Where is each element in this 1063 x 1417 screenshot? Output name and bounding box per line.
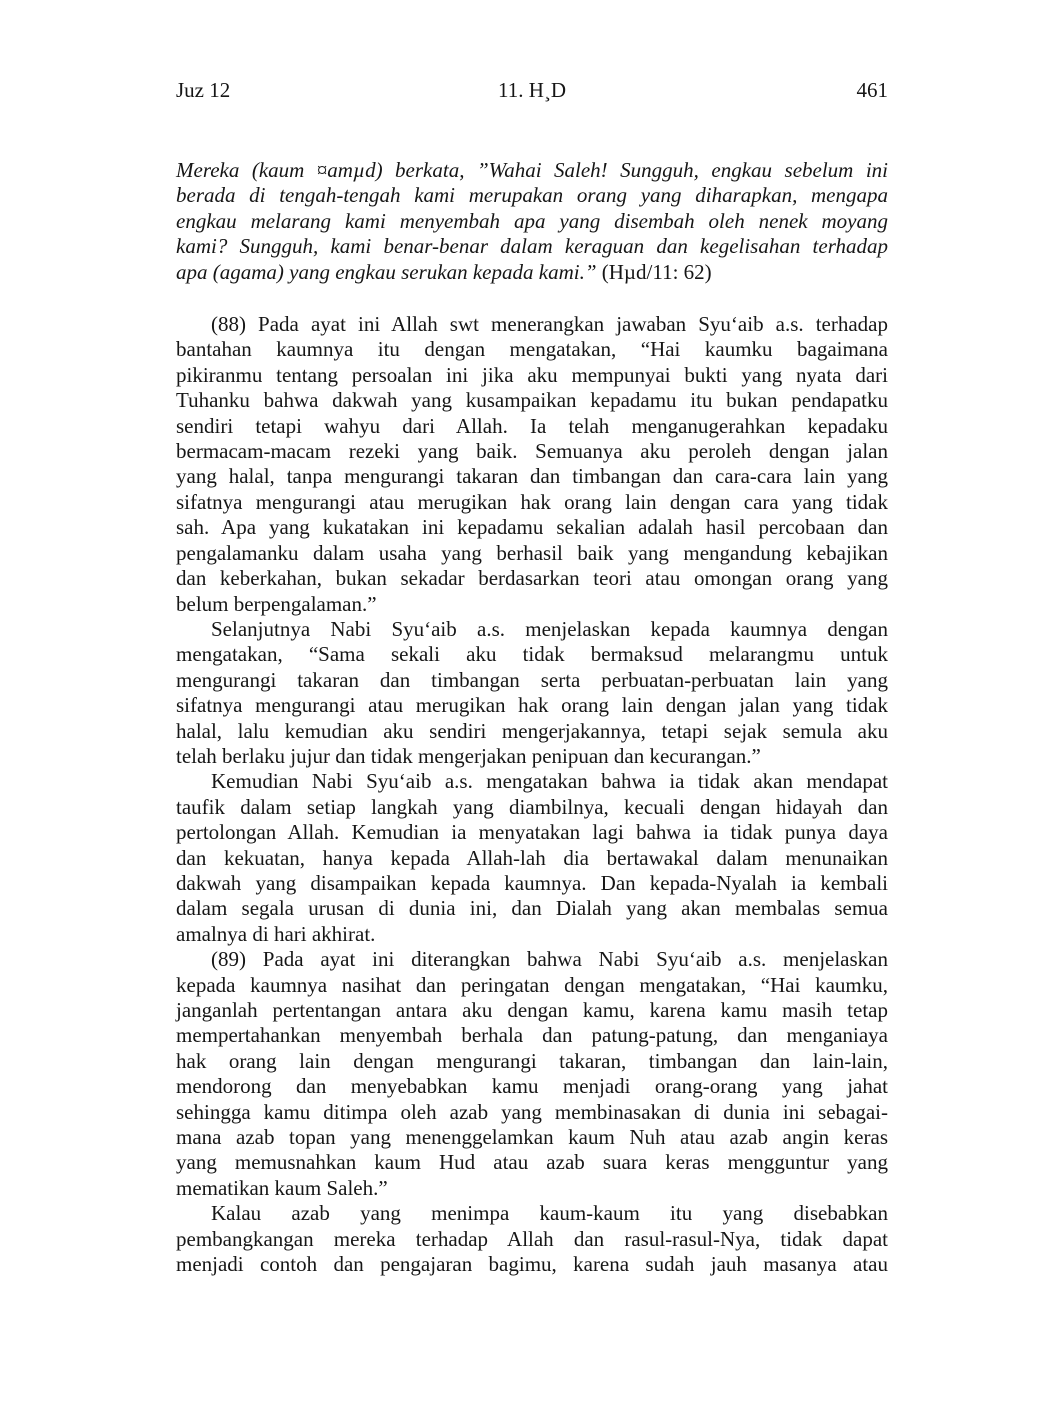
text-line: taufik dalam setiap langkah yang diambilnya, kecuali dengan hidayah dan xyxy=(176,794,888,819)
text-line: mana azab topan yang menenggelamkan kaum Nuh atau azab angin keras xyxy=(176,1125,888,1150)
text-line: telah berlaku jujur dan tidak mengerjakan penipuan dan kecurangan.” xyxy=(176,743,761,768)
text-line: bermacam-macam rezeki yang baik. Semuanya aku peroleh dengan jalan xyxy=(176,439,888,464)
paragraph xyxy=(176,769,888,947)
quote-text: apa (agama) yang engkau serukan kepada kami.” xyxy=(176,259,597,284)
text-line: yang halal, tanpa mengurangi takaran dan timbangan dan cara-cara lain yang xyxy=(176,464,888,489)
text-line: yang memusnahkan kaum Hud atau azab suara keras mengguntur yang xyxy=(176,1150,888,1175)
text-line: dakwah yang disampaikan kepada kaumnya. Dan kepada-Nyalah ia kembali xyxy=(176,870,888,895)
text-line: sifatnya mengurangi atau merugikan hak orang lain dengan jalan yang tidak xyxy=(176,693,888,718)
text-line: hak orang lain dengan mengurangi takaran, timbangan dan lain-lain, xyxy=(176,1048,888,1073)
juz-label: Juz 12 xyxy=(176,78,231,102)
text-line: belum berpengalaman.” xyxy=(176,591,377,616)
text-line: pikiranmu tentang persoalan ini jika aku mempunyai bukti yang nyata dari xyxy=(176,362,888,387)
text-line: Kemudian Nabi Syu‘aib a.s. mengatakan bahwa ia tidak akan mendapat xyxy=(211,769,888,794)
text-line: mematikan kaum Saleh.” xyxy=(176,1175,388,1200)
page-content xyxy=(176,158,888,1277)
text-line: pertolongan Allah. Kemudian ia menyatakan lagi bahwa ia tidak punya daya xyxy=(176,820,888,845)
quote-last-line xyxy=(176,260,888,285)
quote-line: berada di tengah-tengah kami merupakan orang yang diharapkan, mengapa xyxy=(176,183,888,208)
text-line: pembangkangan mereka terhadap Allah dan rasul-rasul-Nya, tidak dapat xyxy=(176,1226,888,1251)
quote-line: kami? Sungguh, kami benar-benar dalam keraguan dan kegelisahan terhadap xyxy=(176,234,888,259)
text-line: dan keberkahan, bukan sekadar berdasarkan teori atau omongan orang yang xyxy=(176,566,888,591)
text-line: mempertahankan menyembah berhala dan patung-patung, dan menganiaya xyxy=(176,1023,888,1048)
paragraph xyxy=(176,1201,888,1277)
paragraph xyxy=(176,617,888,769)
page-number: 461 xyxy=(856,78,888,102)
surah-title: 11. H¸D xyxy=(497,78,567,102)
text-line: sendiri tetapi wahyu dari Allah. Ia telah menganugerahkan kepadaku xyxy=(176,413,888,438)
text-line: sifatnya mengurangi atau merugikan hak orang lain dengan cara yang tidak xyxy=(176,489,888,514)
text-line: dalam segala urusan di dunia ini, dan Dialah yang akan membalas semua xyxy=(176,896,888,921)
text-line: Kalau azab yang menimpa kaum-kaum itu yang disebabkan xyxy=(211,1201,888,1226)
text-line: Selanjutnya Nabi Syu‘aib a.s. menjelaskan kepada kaumnya dengan xyxy=(211,616,888,641)
text-line: (88) Pada ayat ini Allah swt menerangkan jawaban Syu‘aib a.s. terhadap xyxy=(211,312,888,337)
page-header xyxy=(176,77,888,103)
paragraph xyxy=(176,312,888,617)
text-line: bantahan kaumnya itu dengan mengatakan, “Hai kaumku bagaimana xyxy=(176,337,888,362)
text-line: mengatakan, “Sama sekali aku tidak bermaksud melarangmu untuk xyxy=(176,642,888,667)
text-line: (89) Pada ayat ini diterangkan bahwa Nabi Syu‘aib a.s. menjelaskan xyxy=(211,947,888,972)
quote-line: Mereka (kaum ¤amµd) berkata, ”Wahai Saleh! Sungguh, engkau sebelum ini xyxy=(176,158,888,182)
text-line: pengalamanku dalam usaha yang berhasil baik yang mengandung kebajikan xyxy=(176,540,888,565)
quran-translation-quote xyxy=(176,158,888,285)
text-line: halal, lalu kemudian aku sendiri mengerjakannya, tetapi sejak semula aku xyxy=(176,718,888,743)
text-line: Tuhanku bahwa dakwah yang kusampaikan kepadamu itu bukan pendapatku xyxy=(176,388,888,413)
text-line: mengurangi takaran dan timbangan serta perbuatan-perbuatan lain yang xyxy=(176,667,888,692)
text-line: janganlah pertentangan antara aku dengan kamu, karena kamu masih tetap xyxy=(176,998,888,1022)
tafsir-body xyxy=(176,312,888,1277)
quote-line: engkau melarang kami menyembah apa yang disembah oleh nenek moyang xyxy=(176,208,888,233)
text-line: mendorong dan menyebabkan kamu menjadi orang-orang yang jahat xyxy=(176,1074,888,1099)
text-line: menjadi contoh dan pengajaran bagimu, karena sudah jauh masanya atau xyxy=(176,1252,888,1277)
text-line: sehingga kamu ditimpa oleh azab yang membinasakan di dunia ini sebagai- xyxy=(176,1099,888,1124)
text-line: sah. Apa yang kukatakan ini kepadamu sekalian adalah hasil percobaan dan xyxy=(176,515,888,540)
text-line: amalnya di hari akhirat. xyxy=(176,921,376,946)
text-line: kepada kaumnya nasihat dan peringatan dengan mengatakan, “Hai kaumku, xyxy=(176,972,888,997)
verse-citation: (Hµd/11: 62) xyxy=(596,259,712,284)
paragraph xyxy=(176,947,888,1201)
text-line: dan kekuatan, hanya kepada Allah-lah dia bertawakal dalam menunaikan xyxy=(176,845,888,870)
